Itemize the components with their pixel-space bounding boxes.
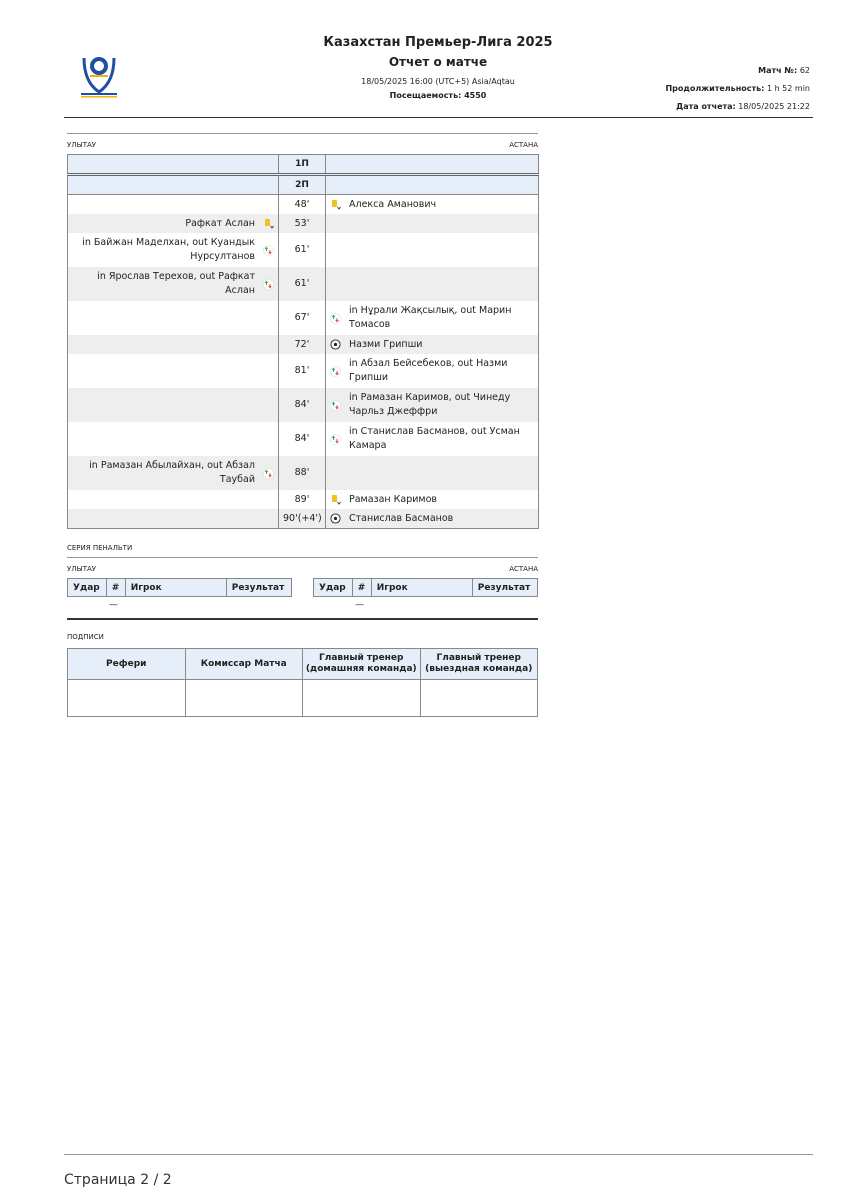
event-row (68, 456, 539, 490)
away-event-text: Рамазан Каримов (349, 493, 437, 505)
period-row-1 (68, 155, 539, 175)
substitution-icon (263, 468, 274, 479)
penalty-away-team: АСТАНА (509, 565, 538, 573)
home-event-cell (68, 195, 279, 215)
event-row (68, 388, 539, 422)
away-event-cell (326, 490, 539, 509)
sig-col-home-coach: Главный тренер (домашняя команда) (303, 649, 421, 680)
home-event-cell (68, 388, 279, 422)
penalty-col-number: # (106, 579, 125, 597)
event-minute: 67' (279, 301, 326, 335)
penalty-divider (67, 557, 538, 558)
penalty-col-shot: Удар (314, 579, 353, 597)
goal-icon (330, 339, 341, 350)
event-row (68, 267, 539, 301)
away-event-cell (326, 354, 539, 388)
event-minute: 61' (279, 233, 326, 267)
away-event-cell (326, 388, 539, 422)
home-event-text: in Байжан Маделхан, out Куандык Нурсултанов (82, 237, 255, 262)
away-team-name: АСТАНА (509, 141, 538, 149)
event-row (68, 214, 539, 233)
penalty-table-away (313, 578, 538, 597)
period-row-2 (68, 175, 539, 195)
report-title: Отчет о матче (388, 55, 488, 69)
home-event-cell (68, 490, 279, 509)
home-event-text: in Рамазан Абылайхан, out Абзал Таубай (89, 460, 255, 485)
sig-box-referee (68, 680, 186, 717)
league-logo (78, 52, 120, 100)
home-event-cell (68, 354, 279, 388)
event-row (68, 509, 539, 529)
substitution-icon (263, 245, 274, 256)
away-event-text: in Станислав Басманов, out Усман Камара (349, 426, 520, 451)
home-event-cell (68, 335, 279, 354)
event-minute: 90'(+4') (279, 509, 326, 529)
home-event-cell (68, 509, 279, 529)
event-minute: 84' (279, 388, 326, 422)
sig-col-away-coach: Главный тренер (выездная команда) (420, 649, 538, 680)
events-divider (67, 133, 538, 134)
yellow-card-icon (330, 494, 341, 505)
substitution-icon (330, 400, 341, 411)
home-event-text: in Ярослав Терехов, out Рафкат Аслан (97, 271, 255, 296)
away-event-text: in Абзал Бейсебеков, out Назми Грипши (349, 358, 508, 383)
substitution-icon (330, 313, 341, 324)
event-row (68, 335, 539, 354)
substitution-icon (330, 434, 341, 445)
away-event-cell (326, 456, 539, 490)
away-event-text: in Нұрали Жақсылық, out Марин Томасов (349, 305, 512, 330)
attendance: Посещаемость: 4550 (389, 91, 487, 100)
event-minute: 48' (279, 195, 326, 215)
away-event-cell (326, 214, 539, 233)
away-event-cell (326, 422, 539, 456)
penalty-table-home (67, 578, 292, 597)
home-event-cell (68, 267, 279, 301)
away-event-text: in Рамазан Каримов, out Чинеду Чарльз Джеффри (349, 392, 511, 417)
substitution-icon (263, 279, 274, 290)
penalty-away-empty: — (355, 600, 364, 610)
home-event-cell (68, 456, 279, 490)
header-divider (64, 117, 813, 118)
penalty-col-player: Игрок (371, 579, 472, 597)
penalty-col-result: Результат (226, 579, 291, 597)
sig-box-home-coach (303, 680, 421, 717)
away-event-cell (326, 335, 539, 354)
event-row (68, 301, 539, 335)
penalty-bottom-divider (67, 618, 538, 620)
substitution-icon (330, 366, 341, 377)
event-minute: 53' (279, 214, 326, 233)
event-row (68, 422, 539, 456)
penalty-col-result: Результат (472, 579, 537, 597)
match-datetime: 18/05/2025 16:00 (UTC+5) Asia/Aqtau (361, 77, 515, 86)
footer-divider (64, 1154, 813, 1155)
home-event-cell (68, 214, 279, 233)
home-event-text: Рафкат Аслан (185, 217, 255, 229)
match-duration: Продолжительность: 1 h 52 min (665, 84, 810, 93)
away-event-text: Алекса Аманович (349, 198, 437, 210)
away-event-text: Станислав Басманов (349, 512, 454, 524)
sig-col-commissioner: Комиссар Матча (185, 649, 303, 680)
event-row (68, 233, 539, 267)
away-event-cell (326, 195, 539, 215)
report-date: Дата отчета: 18/05/2025 21:22 (676, 102, 810, 111)
period-label: 1П (279, 155, 326, 175)
penalty-home-team: УЛЫТАУ (67, 565, 97, 573)
sig-col-referee: Рефери (68, 649, 186, 680)
away-event-text: Назми Грипши (349, 338, 423, 350)
penalty-home-empty: — (109, 600, 118, 610)
goal-icon (330, 513, 341, 524)
home-event-cell (68, 422, 279, 456)
events-table (67, 154, 539, 529)
event-minute: 84' (279, 422, 326, 456)
signatures-section-label: ПОДПИСИ (67, 633, 104, 641)
event-minute: 61' (279, 267, 326, 301)
penalty-col-shot: Удар (68, 579, 107, 597)
away-event-cell (326, 301, 539, 335)
away-event-cell (326, 267, 539, 301)
penalty-col-number: # (352, 579, 371, 597)
match-number: Матч №: 62 (758, 66, 810, 75)
signatures-table (67, 648, 538, 717)
yellow-card-icon (263, 218, 274, 229)
event-minute: 88' (279, 456, 326, 490)
report-header (288, 34, 588, 104)
page-number: Страница 2 / 2 (64, 1172, 172, 1188)
away-event-cell (326, 509, 539, 529)
home-event-cell (68, 301, 279, 335)
event-row (68, 354, 539, 388)
penalty-col-player: Игрок (125, 579, 226, 597)
event-minute: 89' (279, 490, 326, 509)
league-title: Казахстан Премьер-Лига 2025 (323, 35, 553, 50)
event-row (68, 490, 539, 509)
sig-box-commissioner (185, 680, 303, 717)
penalty-section-label: СЕРИЯ ПЕНАЛЬТИ (67, 544, 133, 552)
home-event-cell (68, 233, 279, 267)
match-meta (665, 62, 810, 116)
period-label: 2П (279, 175, 326, 195)
yellow-card-icon (330, 199, 341, 210)
event-row (68, 195, 539, 215)
away-event-cell (326, 233, 539, 267)
sig-box-away-coach (420, 680, 538, 717)
event-minute: 81' (279, 354, 326, 388)
event-minute: 72' (279, 335, 326, 354)
home-team-name: УЛЫТАУ (67, 141, 97, 149)
